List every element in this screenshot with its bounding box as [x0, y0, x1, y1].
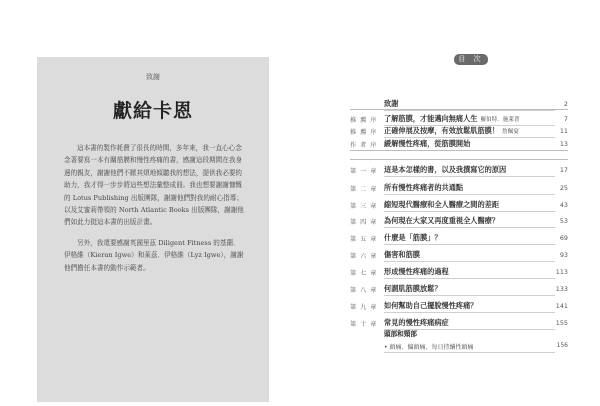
section-divider	[350, 159, 568, 160]
toc-page-number: 133	[555, 285, 568, 293]
toc-page-number: 11	[559, 127, 568, 135]
toc-entry-label: 第 四 章	[350, 219, 378, 226]
toc-entry-title	[384, 114, 520, 124]
toc-entry-title-text: 致謝	[384, 99, 399, 108]
toc-entry-title-text: 縮短現代醫療和全人醫療之間的差距	[384, 200, 500, 209]
divider	[384, 137, 555, 138]
toc-entry-title	[384, 267, 449, 277]
paragraph: 這本書的製作耗費了很長的時間，多年來，我一直心心念念著要寫一本有關筋膜和慢性疼痛的書，感謝這段期間在我身邊的親友，謝謝他們不厭其煩地傾聽我的想法，提供我必要的助力，我才得一步步將這些想法彙整成冊。我也想要謝謝慷慨的 Lotus Publishing 出版團隊，謝謝他們對我的耐心指導；以及艾蜜莉帶領的 North Atlantic Books 出版團隊，謝謝他們如此力挺這本書的出版計畫。	[64, 144, 244, 227]
toc-entry-label: 第 七 章	[350, 270, 378, 277]
toc-entry-author: 詹佩宴	[502, 129, 519, 135]
toc-header: 目 次	[454, 54, 488, 65]
toc-page-number: 93	[559, 251, 568, 259]
toc-page-number: 113	[555, 268, 568, 276]
toc-entry-label: 第 八 章	[350, 287, 378, 294]
toc-page-number: 141	[555, 302, 568, 310]
paragraph: 另外，我還要感謝英國里茲 Diligent Fitness 的基蘭．伊格維（Kieran Igwe）和萊茲．伊格維（Lyz Igwe），謝謝他們擔任本書的動作示範者。	[64, 238, 244, 272]
toc-entry[interactable]	[350, 284, 568, 296]
toc-entry-title	[384, 233, 442, 243]
toc-entry-title	[384, 318, 449, 328]
toc-entry-label: 第 九 章	[350, 304, 378, 311]
divider	[384, 176, 555, 177]
toc-entry-title-text: 這是本怎樣的書，以及我撰寫它的原因	[384, 165, 507, 174]
toc-entry[interactable]	[350, 200, 568, 212]
divider	[384, 211, 555, 212]
toc-entry-title	[384, 139, 470, 149]
toc-page-number: 155	[555, 319, 568, 327]
toc-entry[interactable]	[350, 233, 568, 245]
toc-page-number: 69	[559, 234, 568, 242]
toc-subsection-heading: 頭部和頸部	[384, 330, 417, 338]
toc-entry-title-text: 何謂肌筋膜放鬆？	[384, 284, 442, 293]
toc-entry-label: 第 十 章	[350, 321, 378, 328]
divider	[384, 227, 555, 228]
acknowledgement-body	[64, 142, 246, 282]
toc-entry-title	[384, 183, 463, 193]
toc-page-number: 17	[559, 166, 568, 174]
toc-entry-label: 推 薦 序	[350, 129, 378, 136]
divider	[384, 312, 555, 313]
section-divider	[350, 150, 568, 151]
toc-page-number: 53	[559, 217, 568, 225]
toc-page-number: 7	[563, 115, 568, 123]
toc-entry-title	[384, 200, 499, 210]
toc-entry-label: 作 者 序	[350, 142, 378, 149]
toc-entry[interactable]	[350, 250, 568, 262]
toc-entry-label: 第 二 章	[350, 186, 378, 193]
divider	[384, 261, 555, 262]
toc-entry-title	[384, 250, 420, 260]
toc-entry-title-text: 傷害和筋膜	[384, 250, 420, 259]
divider	[384, 295, 555, 296]
toc-page-number: 13	[559, 140, 568, 148]
left-page	[37, 57, 269, 402]
toc-entry-title	[384, 284, 442, 294]
toc-entry[interactable]	[350, 318, 568, 330]
toc-entry-title-text: 正確伸展及按摩，有效放鬆肌筋膜！	[384, 126, 500, 135]
toc-entry[interactable]	[350, 183, 568, 195]
toc-entry[interactable]	[350, 114, 568, 126]
toc-sub-entry-title: • 頭痛、偏頭痛、每日持續性頭痛	[384, 344, 474, 351]
divider	[384, 194, 555, 195]
divider	[384, 278, 555, 279]
divider	[384, 244, 555, 245]
toc-entry-label: 推 薦 序	[350, 117, 378, 124]
toc-entry[interactable]	[350, 301, 568, 313]
dedication-title: 獻給卡恩	[112, 100, 193, 122]
section-divider	[350, 109, 568, 110]
toc-entry-title-text: 為何現在大家又再度重視全人醫療？	[384, 216, 500, 225]
toc-entry-label: 第 一 章	[350, 168, 378, 175]
toc-entry-title-text: 常見的慢性疼痛病症	[384, 318, 449, 327]
toc-entry-title-text: 如何幫助自己擺脫慢性疼痛？	[384, 301, 478, 310]
toc-entry-title	[384, 216, 499, 226]
toc-sub-entry[interactable]	[384, 342, 568, 352]
toc-entry[interactable]	[350, 267, 568, 279]
toc-entry[interactable]	[350, 165, 568, 177]
toc-entry-title	[384, 99, 398, 109]
toc-entry-label: 第 五 章	[350, 236, 378, 243]
toc-entry[interactable]	[350, 126, 568, 138]
toc-entry-label: 第 六 章	[350, 253, 378, 260]
toc-page-number: 25	[559, 184, 568, 192]
toc-entry-title-text: 所有慢性疼痛者的共通點	[384, 183, 464, 192]
toc-entry-title-text: 了解筋膜，才能邁向無痛人生	[384, 114, 478, 123]
toc-page-number: 2	[563, 100, 568, 108]
toc-page-number: 156	[556, 342, 568, 349]
toc-entry-title	[384, 165, 506, 175]
toc-entry-label: 第 三 章	[350, 203, 378, 210]
toc-page-number: 43	[559, 201, 568, 209]
toc-entry-title-text: 什麼是「筋膜」？	[384, 233, 442, 242]
toc-entry-title	[384, 301, 477, 311]
toc-entry[interactable]	[350, 216, 568, 228]
divider	[384, 352, 555, 353]
toc-entry-title-text: 形成慢性疼痛的過程	[384, 267, 449, 276]
acknowledgement-heading: 致謝	[146, 73, 160, 81]
toc-entry-author: 羅伯特．施萊普	[480, 117, 520, 123]
toc-entry-title-text: 緩解慢性疼痛，從筋膜開始	[384, 139, 471, 148]
toc-entry-title	[384, 126, 519, 136]
divider	[384, 110, 555, 111]
